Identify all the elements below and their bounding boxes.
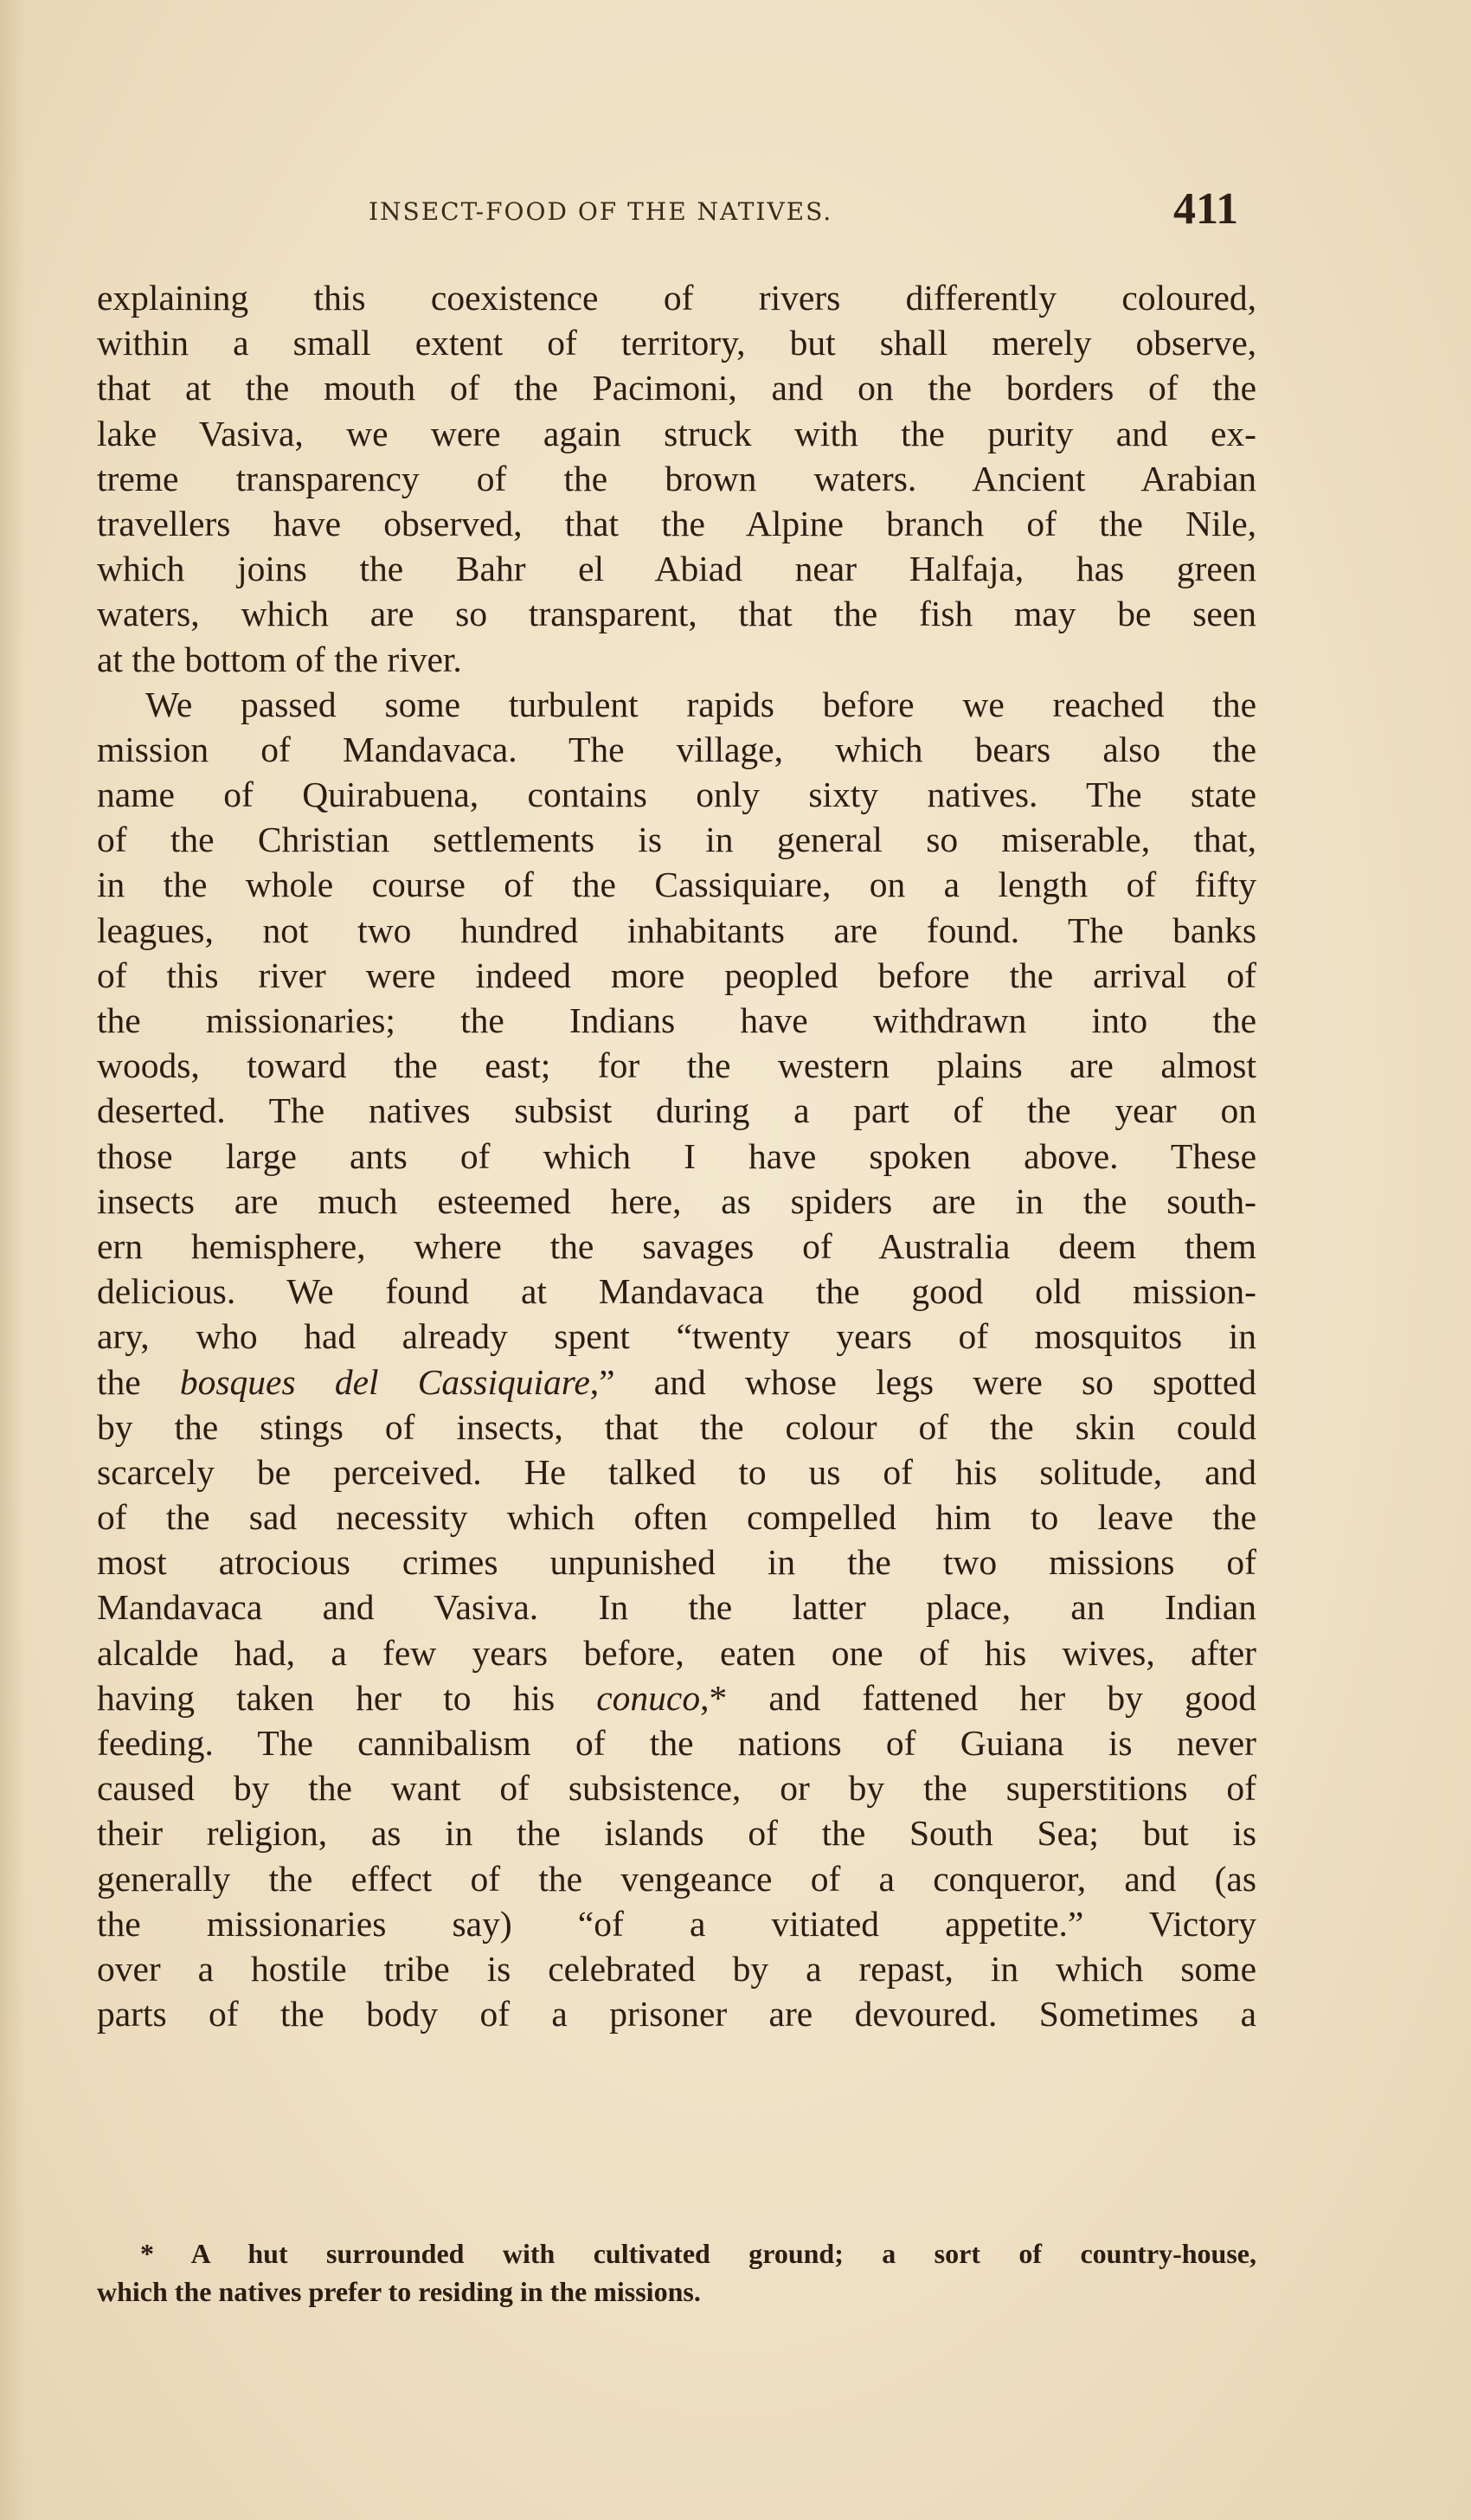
text-line: delicious. We found at Mandavaca the good old mission- [97, 1271, 1256, 1312]
text-line: most atrocious crimes unpunished in the two missions of [97, 1542, 1256, 1583]
text-line-with-italic: the bosques del Cassiquiare,” and whose legs were so spotted [97, 1361, 1256, 1402]
text-line: ern hemisphere, where the savages of Australia deem them [97, 1225, 1256, 1266]
text-line: of the sad necessity which often compelled him to leave the [97, 1497, 1256, 1538]
text-line: of the Christian settlements is in general so miserable, that, [97, 820, 1256, 860]
body-text [97, 275, 1256, 2036]
text-line: parts of the body of a prisoner are devoured. Sometimes a [97, 1994, 1256, 2035]
text-line: name of Quirabuena, contains only sixty natives. The state [97, 775, 1256, 815]
italic-term: conuco [596, 1677, 701, 1718]
text-line: travellers have observed, that the Alpine branch of the Nile, [97, 503, 1256, 543]
text-line-with-italic: having taken her to his conuco,* and fattened her by good [97, 1677, 1256, 1718]
text-line: woods, toward the east; for the western plains are almost [97, 1045, 1256, 1086]
text-line: at the bottom of the river. [97, 639, 462, 679]
text-line: by the stings of insects, that the colour of the skin could [97, 1406, 1256, 1447]
text-line: the missionaries; the Indians have withdrawn into the [97, 1000, 1256, 1040]
footnote-line: * A hut surrounded with cultivated ground; a sort of country-house, [140, 2238, 1256, 2269]
text-line: waters, which are so transparent, that the fish may be seen [97, 594, 1256, 634]
footnote-line: which the natives prefer to residing in the missions. [97, 2276, 701, 2307]
italic-term: bosques del Cassiquiare [179, 1361, 590, 1402]
text-line: generally the effect of the vengeance of a conqueror, and (as [97, 1858, 1256, 1899]
text-line: their religion, as in the islands of the South Sea; but is [97, 1813, 1256, 1854]
text-line: scarcely be perceived. He talked to us of his solitude, and [97, 1451, 1256, 1492]
footnote [97, 2234, 1256, 2311]
running-head [0, 182, 1471, 251]
text-line: of this river were indeed more peopled before the arrival of [97, 955, 1256, 995]
text-line: leagues, not two hundred inhabitants are found. The banks [97, 910, 1256, 950]
page-gutter-shadow [0, 0, 26, 2520]
text-line: insects are much esteemed here, as spiders are in the south- [97, 1180, 1256, 1221]
text-line: Mandavaca and Vasiva. In the latter place, an Indian [97, 1587, 1256, 1628]
text-line: deserted. The natives subsist during a part of the year on [97, 1090, 1256, 1131]
text-line: over a hostile tribe is celebrated by a repast, in which some [97, 1948, 1256, 1989]
text-line: alcalde had, a few years before, eaten one of his wives, after [97, 1632, 1256, 1673]
text-line: explaining this coexistence of rivers differently coloured, [97, 278, 1256, 318]
text-line: caused by the want of subsistence, or by the superstitions of [97, 1768, 1256, 1809]
text-line: in the whole course of the Cassiquiare, on a length of fifty [97, 865, 1256, 905]
running-title: INSECT-FOOD OF THE NATIVES. [369, 197, 833, 226]
text-line: mission of Mandavaca. The village, which bears also the [97, 729, 1256, 769]
text-line: those large ants of which I have spoken above. These [97, 1135, 1256, 1176]
text-line: ary, who had already spent “twenty years of mosquitos in [97, 1316, 1256, 1357]
text-line: within a small extent of territory, but shall merely observe, [97, 323, 1256, 363]
text-line: We passed some turbulent rapids before we reached the [145, 684, 1256, 724]
text-line: treme transparency of the brown waters. Ancient Arabian [97, 458, 1256, 498]
text-line: that at the mouth of the Pacimoni, and on the borders of the [97, 368, 1256, 408]
text-line: the missionaries say) “of a vitiated appetite.” Victory [97, 1903, 1256, 1944]
page-number: 411 [1173, 184, 1239, 234]
text-line: which joins the Bahr el Abiad near Halfaja, has green [97, 549, 1256, 589]
text-line: lake Vasiva, we were again struck with the purity and ex- [97, 413, 1256, 453]
text-line: feeding. The cannibalism of the nations of Guiana is never [97, 1723, 1256, 1763]
